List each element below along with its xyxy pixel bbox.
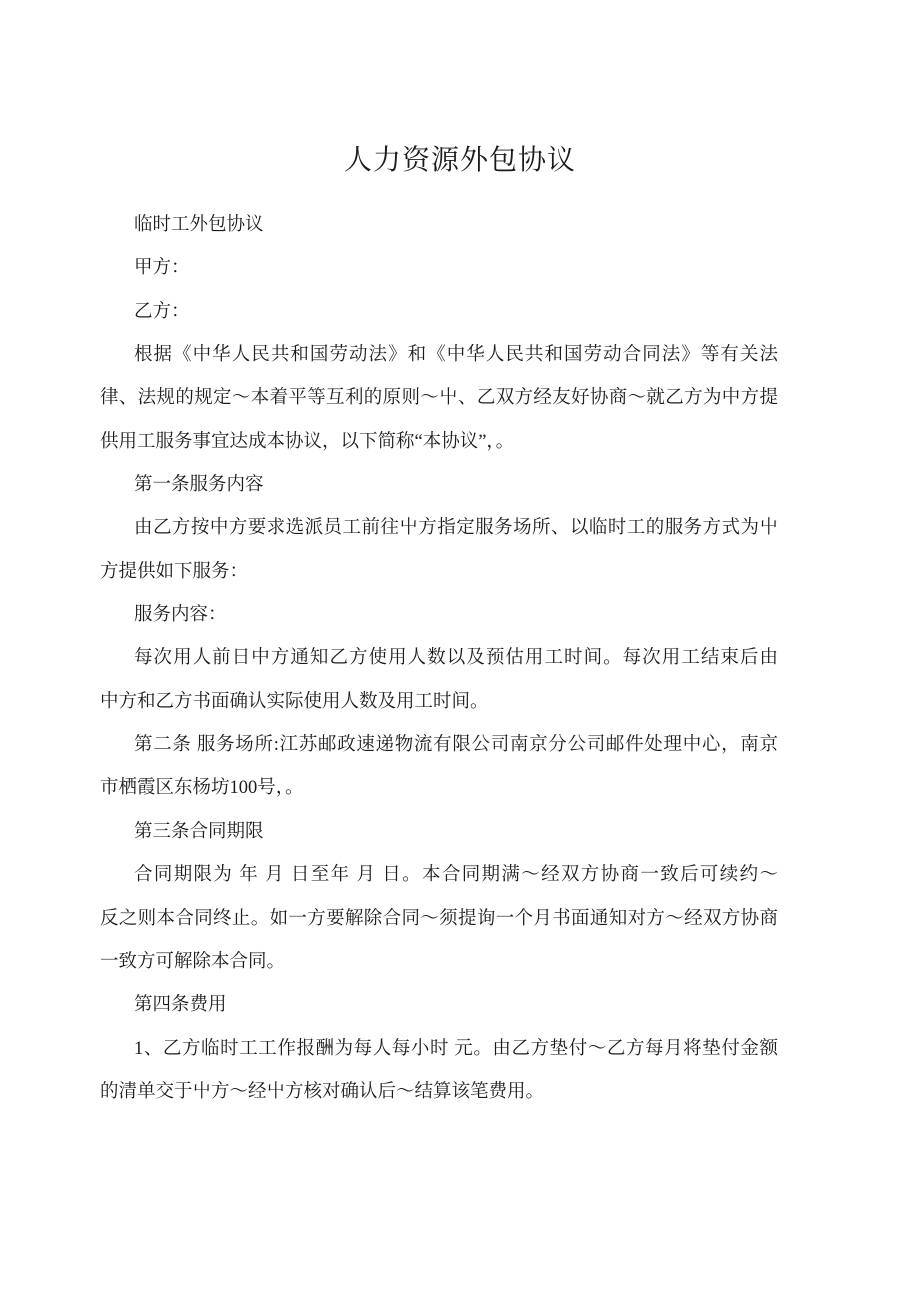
document-line: 每次用人前日中方通知乙方使用人数以及预估用工时间。每次用工结束后由: [134, 648, 778, 669]
document-line: 市栖霞区东杨坊100号，。: [100, 778, 304, 799]
document-line: 律、法规的规定～本着平等互利的原则～屮、乙双方经友好协商～就乙方为中方提: [100, 388, 778, 409]
document-line: 合同期限为 年 月 日至年 月 日。本合同期满～经双方协商一致后可续约～: [134, 865, 778, 886]
document-line: 供用工服务事宜达成本协议，以下简称“本协议”，。: [100, 431, 515, 452]
document-title: 人力资源外包协议: [343, 145, 576, 176]
document-line: 方提供如下服务：: [100, 561, 249, 582]
document-line: 第四条费用: [134, 995, 227, 1016]
document-line: 第三条合同期限: [134, 821, 264, 842]
document-line: 中方和乙方书面确认实际使用人数及用工时间。: [100, 691, 489, 712]
document-line: 反之则本合同终止。如一方要解除合同～须提询一个月书面通知对方～经双方协商: [100, 908, 778, 929]
document-line: 1、乙方临时工工作报酬为每人每小时 元。由乙方垫付～乙方每月将垫付金额: [134, 1038, 778, 1059]
document-line: 服务内容：: [134, 605, 227, 626]
document-line: 临时工外包协议: [134, 215, 264, 235]
document-line: 乙方：: [134, 301, 190, 322]
document-body: [100, 204, 778, 1114]
document-line: 的清单交于屮方～经屮方核对确认后～结算该笔费用。: [100, 1081, 545, 1102]
document-line: 甲方：: [134, 258, 190, 279]
document-line: 根据《中华人民共和国劳动法》和《中华人民共和国劳动合同法》等有关法: [134, 345, 778, 366]
document-line: 第一条服务内容: [134, 475, 264, 496]
document-line: 由乙方按中方要求选派员工前往屮方指定服务场所、以临时工的服务方式为屮: [134, 518, 778, 539]
document-line: 第二条 服务场所:江苏邮政速递物流有限公司南京分公司邮件处理中心，南京: [134, 735, 778, 756]
document-line: 一致方可解除本合同。: [100, 951, 286, 972]
